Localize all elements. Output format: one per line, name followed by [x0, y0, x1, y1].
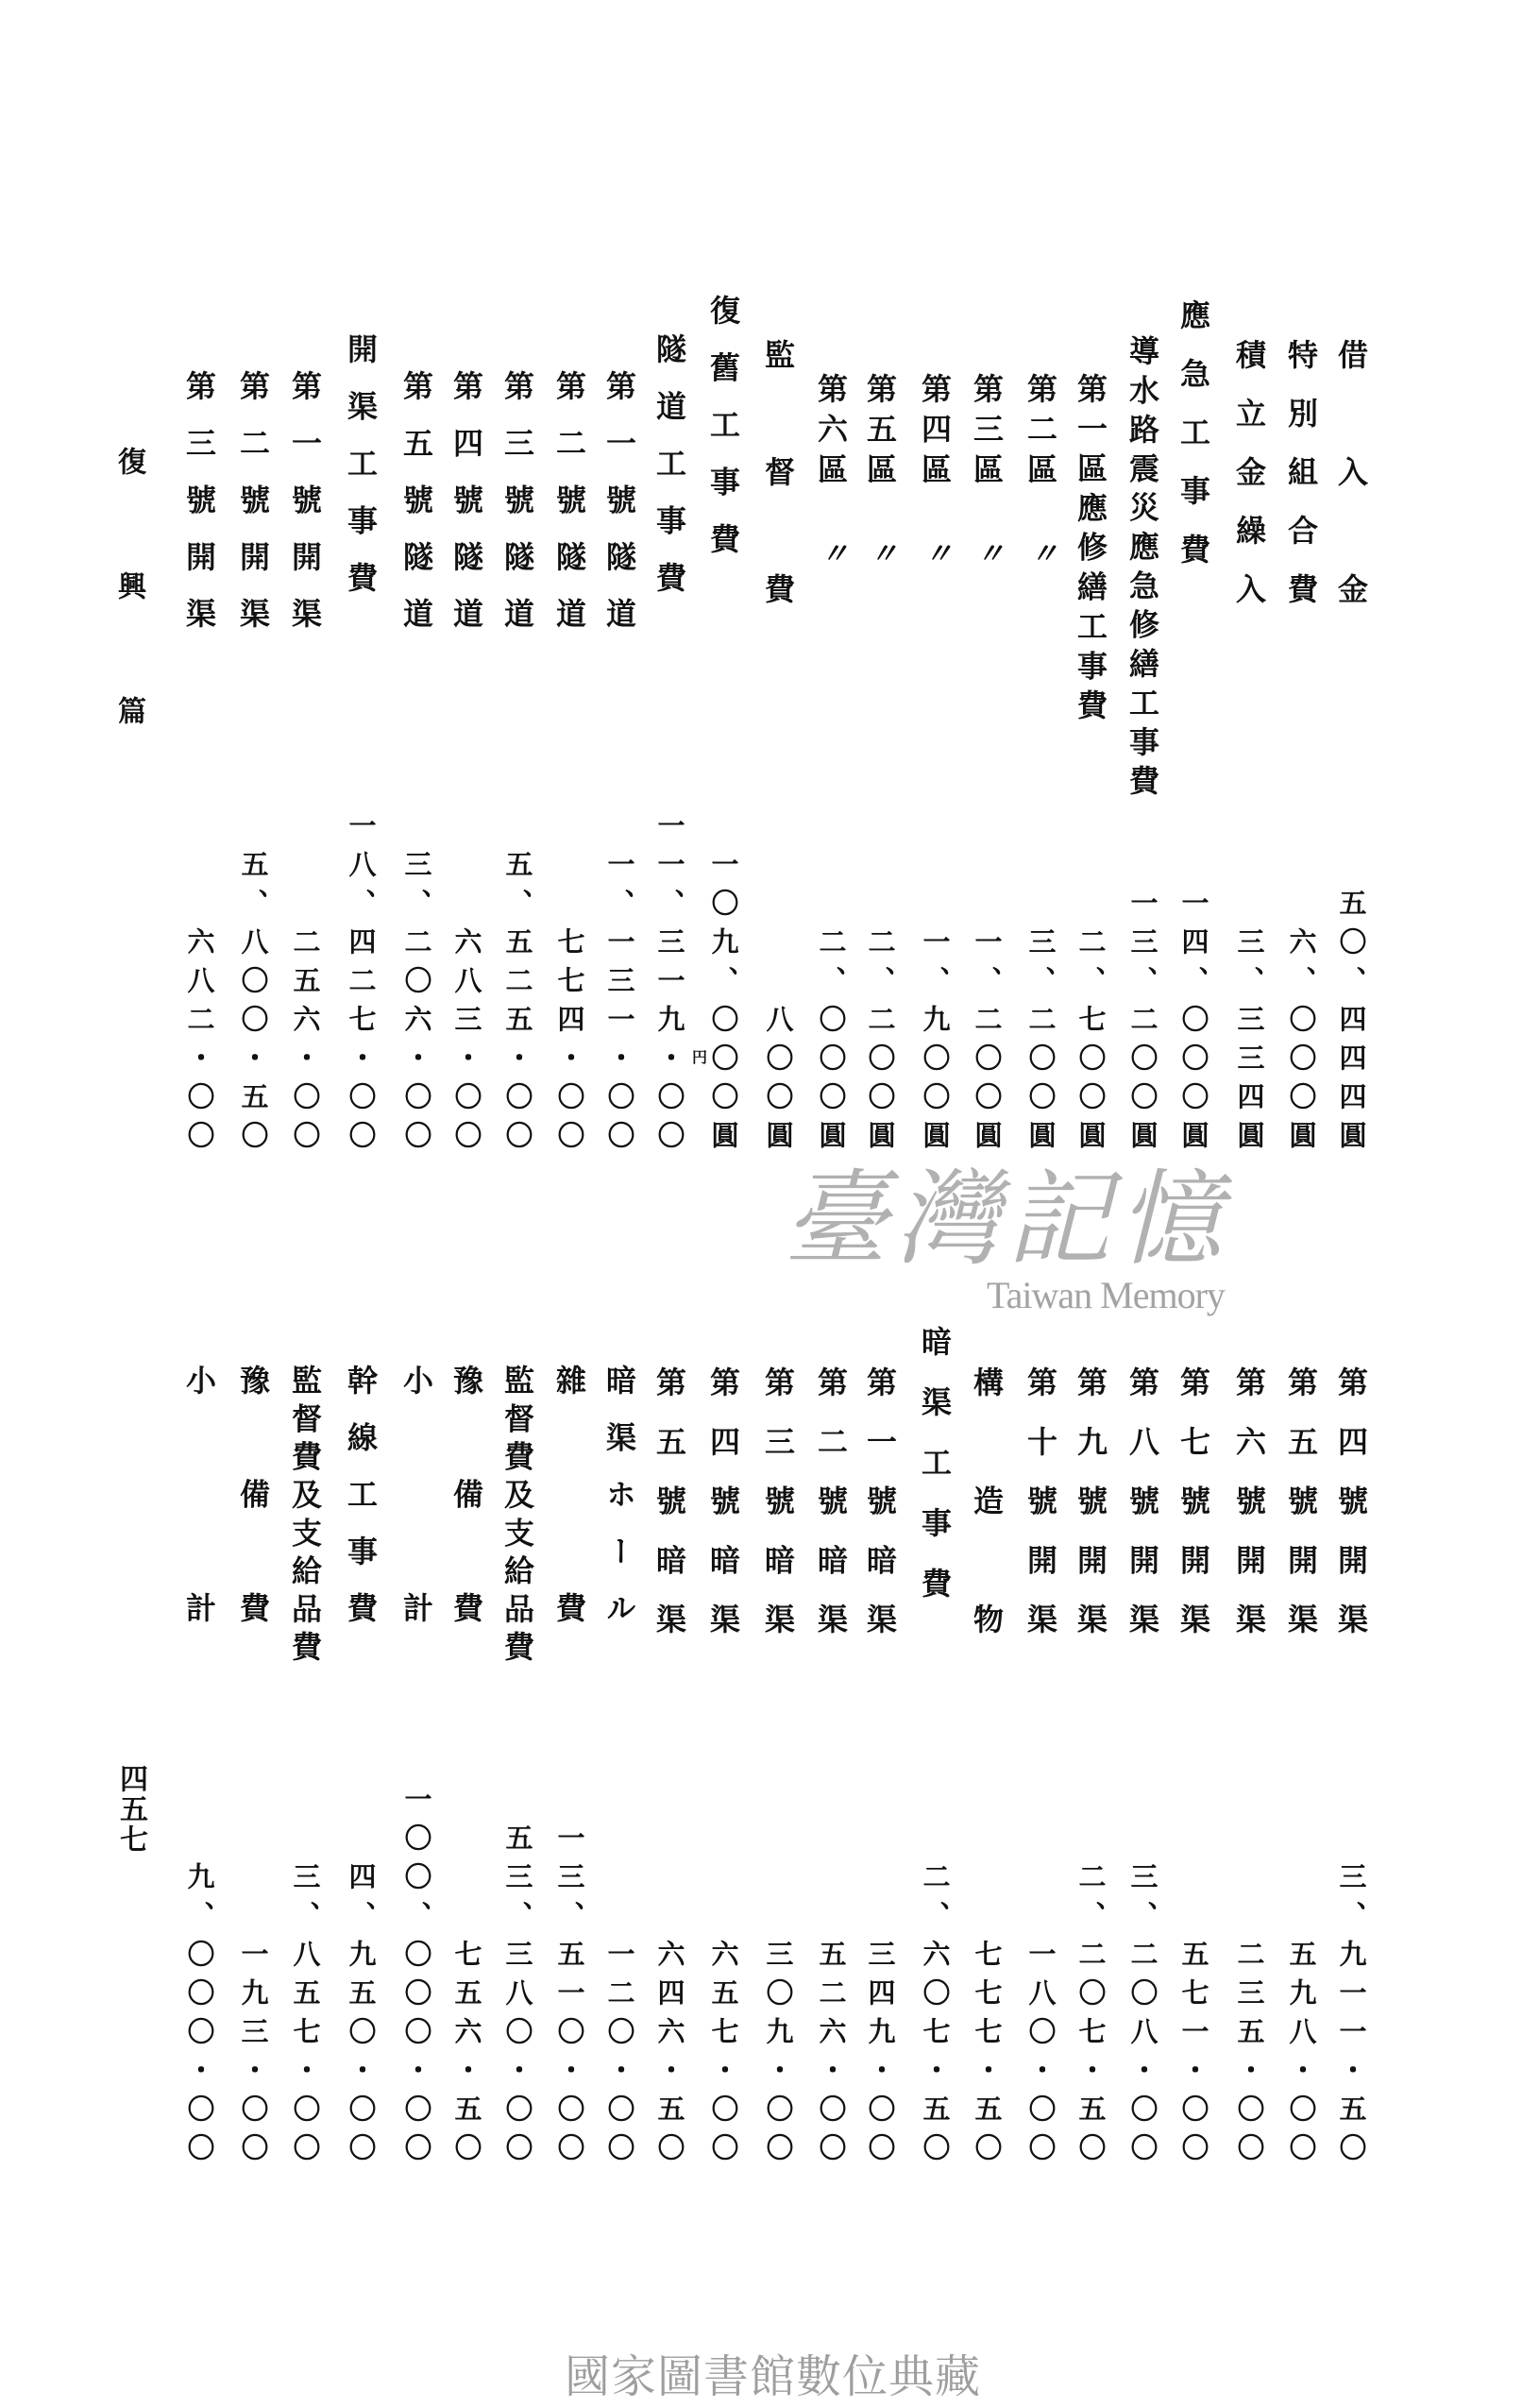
row-amount: 五三、三八〇・〇〇	[501, 1823, 534, 2172]
amount-cell	[1230, 831, 1268, 1160]
row-amount: 三、二〇〇圓	[1024, 927, 1057, 1160]
watermark-latin: Taiwan Memory	[987, 1274, 1225, 1316]
row-label: 幹線工事費	[343, 1365, 379, 1650]
row-label: 小計	[181, 1365, 217, 1820]
row-label: 第三區	[969, 373, 1005, 494]
library-footer: 國家圖書館數位典藏	[565, 2350, 982, 2403]
amount-cell	[499, 831, 536, 1160]
amount-cell	[704, 831, 742, 1160]
amount-cell	[234, 1794, 272, 2172]
amount-cell	[968, 831, 1006, 1160]
row-label: 豫備費	[448, 1365, 484, 1706]
amount-cell	[397, 1785, 435, 2172]
amount-cell	[286, 831, 324, 1160]
amount-cell	[286, 1794, 324, 2172]
amount-cell	[1124, 831, 1161, 1160]
amount-cell	[1175, 831, 1212, 1160]
row-amount: 七七四・〇〇	[553, 927, 586, 1160]
row-label: 第六區	[813, 373, 849, 494]
row-amount: 五九八・〇〇	[1285, 1940, 1318, 2172]
row-amount: 一四、〇〇〇圓	[1177, 889, 1210, 1160]
row-amount: 一〇九、〇〇〇圓	[707, 850, 740, 1160]
row-amount: 一二〇・〇〇	[603, 1940, 636, 2172]
row-amount: 一一、三一九・〇〇	[653, 811, 686, 1160]
amount-cell	[1332, 1794, 1370, 2172]
page-number: 四五七	[114, 1764, 147, 1855]
amount-cell	[600, 1794, 638, 2172]
row-amount: 三〇九・〇〇	[762, 1940, 795, 2172]
row-label: 第二號隧道	[551, 370, 587, 655]
row-amount: 二、二〇〇圓	[864, 927, 897, 1160]
row-amount: 一、一三一・〇〇	[603, 850, 636, 1160]
row-amount: 一三、二〇〇圓	[1126, 889, 1159, 1160]
row-amount: 六、〇〇〇圓	[1285, 927, 1318, 1160]
amount-cell	[651, 811, 688, 1160]
amount-cell	[1175, 1794, 1212, 2172]
ditto-mark: 〃	[815, 538, 848, 567]
watermark-calligraphy: 臺灣記憶	[784, 1159, 1229, 1280]
row-label: 第三號隧道	[499, 370, 535, 655]
row-label: 監督費及支給品費	[287, 1365, 323, 1670]
amount-cell	[1072, 831, 1109, 1160]
row-label: 第三號暗渠	[760, 1366, 796, 1663]
row-label: 第五號暗渠	[651, 1366, 687, 1663]
amount-cell	[342, 811, 380, 1160]
amount-cell	[397, 831, 435, 1160]
row-amount: 一八、四二七・〇〇	[345, 811, 378, 1160]
row-amount: 五二六・〇〇	[815, 1940, 848, 2172]
yen-unit-mark: 円	[692, 1048, 708, 1066]
row-label: 特別組合費	[1283, 339, 1319, 632]
row-label: 第十號開渠	[1023, 1366, 1058, 1663]
row-amount: 一、九〇〇圓	[919, 927, 952, 1160]
amount-cell	[1022, 1794, 1059, 2172]
row-label: 第一號開渠	[287, 370, 323, 655]
row-label: 豫備費	[235, 1365, 271, 1706]
row-amount: 五〇、四四四圓	[1335, 889, 1368, 1160]
row-label: 第四號隧道	[448, 370, 484, 655]
ditto-mark: 〃	[864, 538, 897, 567]
row-label: 復舊工事費	[705, 295, 741, 581]
amount-cell	[180, 1794, 218, 2172]
row-amount: 二、二〇七・五〇	[1074, 1862, 1108, 2172]
row-amount: 六八二・〇〇	[183, 927, 216, 1160]
row-label: 雜費	[551, 1365, 587, 1820]
row-label: 第七號開渠	[1175, 1366, 1211, 1663]
amount-cell	[916, 831, 954, 1160]
row-label: 開渠工事費	[343, 333, 379, 619]
row-label: 第四號開渠	[1333, 1366, 1369, 1663]
row-label: 導水路震災應急修繕工事費	[1125, 335, 1160, 805]
row-amount: 四、九五〇・〇〇	[345, 1862, 378, 2172]
row-amount: 一、二〇〇圓	[971, 927, 1004, 1160]
amount-cell	[704, 1794, 742, 2172]
row-amount: 三、二〇六・〇〇	[400, 850, 433, 1160]
row-label: 第二號暗渠	[813, 1366, 849, 1663]
amount-cell	[759, 831, 797, 1160]
section-title: 復興篇	[112, 447, 145, 821]
row-amount: 二三五・〇〇	[1233, 1940, 1266, 2172]
row-label: 第一號暗渠	[862, 1366, 898, 1663]
row-amount: 三、二〇八・〇〇	[1126, 1862, 1159, 2172]
row-label: 第三號開渠	[181, 370, 217, 655]
row-label: 第五區	[862, 373, 898, 494]
row-label: 第一號隧道	[601, 370, 637, 655]
amount-cell	[812, 831, 850, 1160]
amount-cell	[812, 1794, 850, 2172]
amount-cell	[180, 831, 218, 1160]
row-amount: 三、三三四圓	[1233, 927, 1266, 1160]
row-label: 積立金繰入	[1231, 339, 1267, 632]
amount-cell	[1022, 831, 1059, 1160]
row-label: 監督費	[760, 339, 796, 690]
row-label: 第五號開渠	[1283, 1366, 1319, 1663]
row-amount: 一三、五一〇・〇〇	[553, 1823, 586, 2172]
row-label: 第八號開渠	[1125, 1366, 1160, 1663]
row-label: 第四號暗渠	[705, 1366, 741, 1663]
row-label: 第二區	[1023, 373, 1058, 494]
amount-cell	[1282, 831, 1320, 1160]
row-amount: 三、八五七・〇〇	[289, 1862, 322, 2172]
row-amount: 五七一・〇〇	[1177, 1940, 1210, 2172]
amount-cell	[550, 1794, 588, 2172]
amount-cell	[342, 1794, 380, 2172]
row-label: 第九號開渠	[1073, 1366, 1108, 1663]
row-label: 第五號隧道	[398, 370, 434, 655]
row-amount: 五、八〇〇・五〇	[237, 850, 270, 1160]
row-amount: 七七七・五〇	[971, 1940, 1004, 2172]
row-amount: 七五六・五〇	[450, 1940, 483, 2172]
row-label: 第二號開渠	[235, 370, 271, 655]
amount-cell	[1124, 1794, 1161, 2172]
row-amount: 二、七〇〇圓	[1074, 927, 1108, 1160]
amount-cell	[550, 831, 588, 1160]
row-label: 監督費及支給品費	[499, 1365, 535, 1670]
row-amount: 九、〇〇〇・〇〇	[183, 1862, 216, 2172]
amount-cell	[759, 1794, 797, 2172]
row-label: 應急工事費	[1175, 299, 1211, 592]
amount-cell	[1230, 1794, 1268, 2172]
row-amount: 六四六・五〇	[653, 1940, 686, 2172]
amount-cell	[1282, 1794, 1320, 2172]
row-amount: 八〇〇圓	[762, 1005, 795, 1160]
ditto-mark: 〃	[1024, 538, 1057, 567]
row-label: 第四區	[917, 373, 953, 494]
row-amount: 二、六〇七・五〇	[919, 1862, 952, 2172]
row-amount: 六五七・〇〇	[707, 1940, 740, 2172]
row-amount: 二五六・〇〇	[289, 927, 322, 1160]
row-label: 構造物	[969, 1366, 1005, 1722]
row-amount: 五、五二五・〇〇	[501, 850, 534, 1160]
row-label: 第六號開渠	[1231, 1366, 1267, 1663]
row-label: 隧道工事費	[651, 333, 687, 619]
amount-cell	[861, 1794, 899, 2172]
row-label: 小計	[398, 1365, 434, 1820]
amount-cell	[499, 1794, 536, 2172]
amount-cell	[916, 1794, 954, 2172]
row-amount: 六八三・〇〇	[450, 927, 483, 1160]
row-label: 暗渠工事費	[917, 1326, 953, 1628]
ditto-mark: 〃	[919, 538, 952, 567]
amount-cell	[600, 831, 638, 1160]
row-amount: 三、九一一・五〇	[1335, 1862, 1368, 2172]
row-label: 暗渠ホール	[601, 1365, 637, 1650]
amount-cell	[968, 1794, 1006, 2172]
amount-cell	[1072, 1794, 1109, 2172]
row-amount: 一〇〇、〇〇〇・〇〇	[400, 1785, 433, 2172]
row-label: 借入金	[1333, 339, 1369, 690]
row-amount: 一九三・〇〇	[237, 1940, 270, 2172]
amount-cell	[861, 831, 899, 1160]
ditto-mark: 〃	[971, 538, 1004, 567]
amount-cell	[234, 831, 272, 1160]
row-amount: 二、〇〇〇圓	[815, 927, 848, 1160]
row-amount: 一八〇・〇〇	[1024, 1940, 1057, 2172]
amount-cell	[448, 1794, 485, 2172]
amount-cell	[1332, 831, 1370, 1160]
amount-cell	[448, 831, 485, 1160]
row-label: 第一區應修繕工事費	[1073, 373, 1108, 729]
row-amount: 三四九・〇〇	[864, 1940, 897, 2172]
amount-cell	[651, 1794, 688, 2172]
